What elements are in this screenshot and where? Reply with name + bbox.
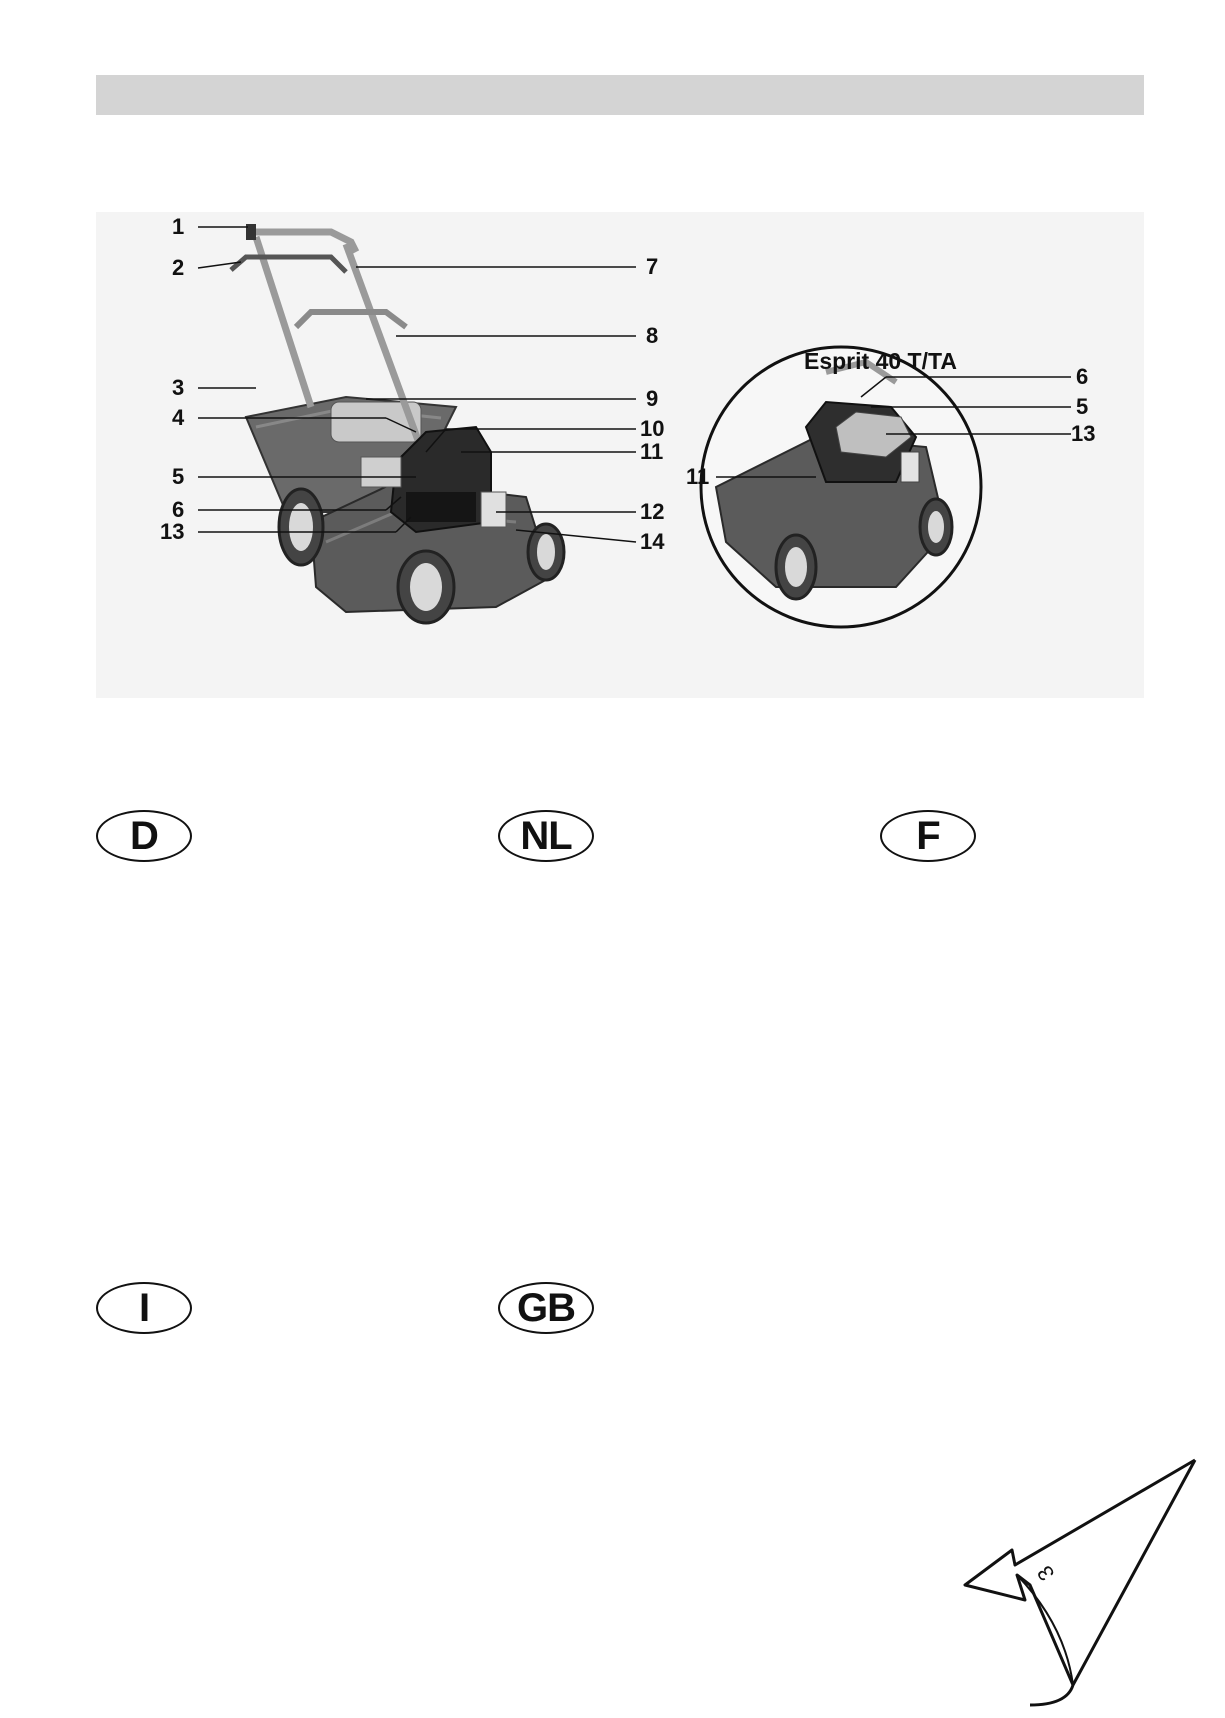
callout-9: 9: [646, 386, 659, 411]
header-bar: [96, 75, 1144, 115]
callout-4: 4: [172, 405, 185, 430]
language-badge-d: D: [96, 810, 192, 862]
callout-14: 14: [640, 529, 665, 554]
callout-5: 5: [172, 464, 185, 489]
callout-1: 1: [172, 214, 185, 239]
callout-7: 7: [646, 254, 659, 279]
language-badge-f: F: [880, 810, 976, 862]
inset-callout-6: 6: [1076, 364, 1089, 389]
callout-11: 11: [640, 439, 664, 464]
language-badge-gb: GB: [498, 1282, 594, 1334]
inset-callout-11: 11: [686, 464, 710, 489]
callout-3: 3: [172, 375, 185, 400]
callout-12: 12: [640, 499, 665, 524]
page-number: 3: [1031, 1561, 1060, 1586]
mower-illustration: [96, 212, 1144, 698]
callout-6: 6: [172, 497, 185, 522]
language-badge-nl: NL: [498, 810, 594, 862]
mower-figure: [96, 212, 1144, 698]
inset-callout-13: 13: [1071, 421, 1096, 446]
inset-model-title: Esprit 40 T/TA: [804, 348, 957, 374]
callout-2: 2: [172, 255, 185, 280]
callout-8: 8: [646, 323, 659, 348]
callout-13: 13: [160, 519, 185, 544]
language-badge-i: I: [96, 1282, 192, 1334]
page-corner-arrow-icon: [955, 1455, 1215, 1715]
callout-10: 10: [640, 416, 665, 441]
inset-callout-5: 5: [1076, 394, 1089, 419]
